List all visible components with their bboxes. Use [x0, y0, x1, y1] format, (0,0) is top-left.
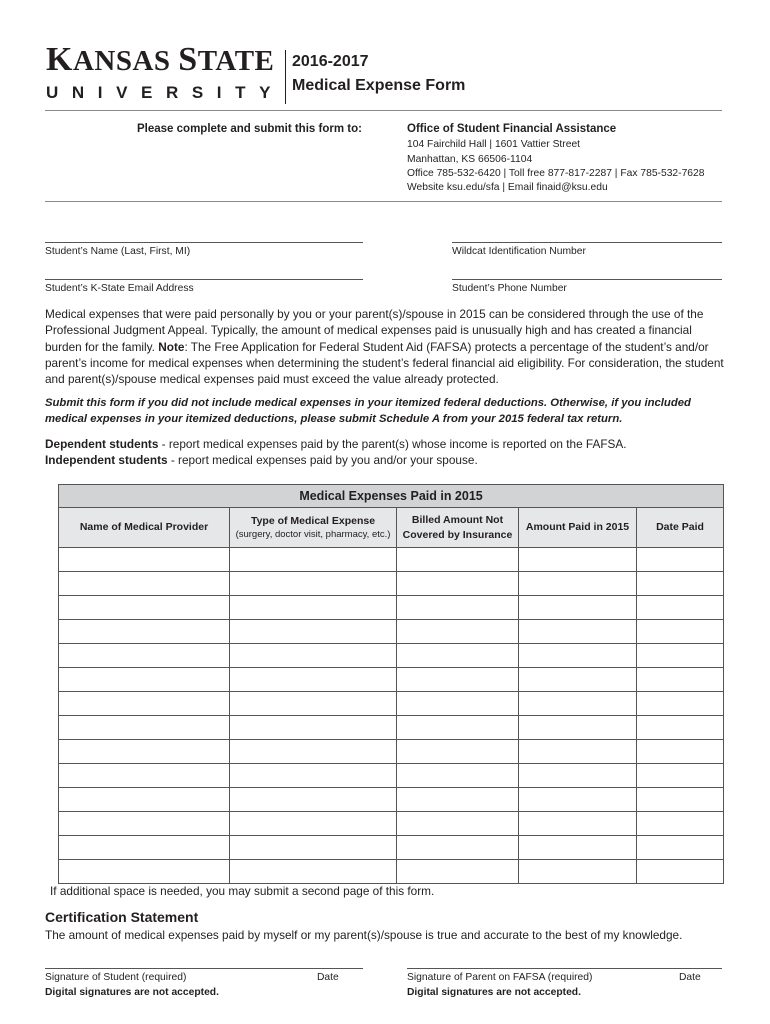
- billed-cell[interactable]: [397, 812, 519, 836]
- type-cell[interactable]: [230, 740, 397, 764]
- email-label: Student’s K-State Email Address: [45, 283, 194, 294]
- date-cell[interactable]: [637, 716, 724, 740]
- table-row: [59, 716, 724, 740]
- provider-cell[interactable]: [59, 644, 230, 668]
- phone-label: Student’s Phone Number: [452, 283, 567, 294]
- paid-cell[interactable]: [519, 812, 637, 836]
- certification-title: Certification Statement: [45, 909, 199, 925]
- billed-cell[interactable]: [397, 548, 519, 572]
- student-name-label: Student’s Name (Last, First, MI): [45, 246, 191, 257]
- certification-text: The amount of medical expenses paid by myself or my parent(s)/spouse is true and accurate to the best of my knowledge.: [45, 928, 683, 942]
- table-row: [59, 596, 724, 620]
- paid-cell[interactable]: [519, 596, 637, 620]
- date-cell[interactable]: [637, 620, 724, 644]
- wildcat-id-field[interactable]: [452, 242, 722, 243]
- paid-cell[interactable]: [519, 788, 637, 812]
- type-cell[interactable]: [230, 836, 397, 860]
- date-cell[interactable]: [637, 572, 724, 596]
- student-signature-field[interactable]: [45, 968, 363, 969]
- medical-expenses-table: [58, 484, 724, 884]
- header-rule: [45, 110, 722, 111]
- table-row: [59, 644, 724, 668]
- office-web-line: Website ksu.edu/sfa | Email finaid@ksu.edu: [407, 182, 608, 193]
- provider-cell[interactable]: [59, 812, 230, 836]
- provider-cell[interactable]: [59, 716, 230, 740]
- email-field[interactable]: [45, 279, 363, 280]
- parent-signature-label: Signature of Parent on FAFSA (required): [407, 972, 593, 983]
- table-row: [59, 548, 724, 572]
- type-cell[interactable]: [230, 596, 397, 620]
- type-cell[interactable]: [230, 572, 397, 596]
- provider-cell[interactable]: [59, 668, 230, 692]
- provider-cell[interactable]: [59, 740, 230, 764]
- paid-cell[interactable]: [519, 692, 637, 716]
- paid-cell[interactable]: [519, 548, 637, 572]
- table-row: [59, 764, 724, 788]
- office-rule: [45, 201, 722, 202]
- col-header-date: Date Paid: [637, 508, 724, 548]
- date-cell[interactable]: [637, 836, 724, 860]
- type-cell[interactable]: [230, 812, 397, 836]
- office-address-line1: 104 Fairchild Hall | 1601 Vattier Street: [407, 139, 581, 150]
- table-row: [59, 572, 724, 596]
- paid-cell[interactable]: [519, 716, 637, 740]
- col-header-paid: Amount Paid in 2015: [519, 508, 637, 548]
- billed-cell[interactable]: [397, 668, 519, 692]
- paid-cell[interactable]: [519, 620, 637, 644]
- billed-cell[interactable]: [397, 596, 519, 620]
- table-title: Medical Expenses Paid in 2015: [59, 485, 724, 508]
- table-row: [59, 860, 724, 884]
- type-cell[interactable]: [230, 644, 397, 668]
- parent-signature-field[interactable]: [407, 968, 722, 969]
- phone-field[interactable]: [452, 279, 722, 280]
- table-row: [59, 740, 724, 764]
- parent-digital-note: Digital signatures are not accepted.: [407, 987, 581, 998]
- parent-date-label: Date: [679, 972, 701, 983]
- wildcat-id-label: Wildcat Identification Number: [452, 246, 586, 257]
- type-cell[interactable]: [230, 860, 397, 884]
- type-cell[interactable]: [230, 668, 397, 692]
- provider-cell[interactable]: [59, 572, 230, 596]
- intro-paragraph: Medical expenses that were paid personally by you or your parent(s)/spouse in 2015 can be considered through the use of the Professional Judgment Appeal. Typically, the amount of medical expenses paid is unusually high and has created a financial burden for the family. Note: The Free Application for Federal Student Aid (FAFSA) protects a percentage of the student’s and/or parent’s income for medical expenses when determining the student’s federal financial aid eligibility. For consideration, the student and parent(s)/spouse medical expenses paid must exceed the value already protected.: [45, 307, 724, 387]
- billed-cell[interactable]: [397, 572, 519, 596]
- office-address-line2: Manhattan, KS 66506-1104: [407, 154, 533, 165]
- submit-instruction: Please complete and submit this form to:: [137, 123, 362, 135]
- paid-cell[interactable]: [519, 740, 637, 764]
- provider-cell[interactable]: [59, 836, 230, 860]
- student-digital-note: Digital signatures are not accepted.: [45, 987, 219, 998]
- date-cell[interactable]: [637, 812, 724, 836]
- student-signature-label: Signature of Student (required): [45, 972, 187, 983]
- paid-cell[interactable]: [519, 668, 637, 692]
- table-row: [59, 788, 724, 812]
- independent-instruction: Independent students - report medical expenses paid by you and/or your spouse.: [45, 453, 478, 467]
- table-row: [59, 620, 724, 644]
- date-cell[interactable]: [637, 668, 724, 692]
- billed-cell[interactable]: [397, 644, 519, 668]
- university-logo-subline: UNIVERSITY: [46, 83, 285, 102]
- billed-cell[interactable]: [397, 620, 519, 644]
- date-cell[interactable]: [637, 548, 724, 572]
- table-row: [59, 692, 724, 716]
- provider-cell[interactable]: [59, 548, 230, 572]
- type-cell[interactable]: [230, 788, 397, 812]
- date-cell[interactable]: [637, 596, 724, 620]
- additional-space-note: If additional space is needed, you may submit a second page of this form.: [50, 884, 435, 898]
- date-cell[interactable]: [637, 860, 724, 884]
- table-row: [59, 812, 724, 836]
- billed-cell[interactable]: [397, 860, 519, 884]
- paid-cell[interactable]: [519, 764, 637, 788]
- type-cell[interactable]: [230, 620, 397, 644]
- date-cell[interactable]: [637, 764, 724, 788]
- col-header-type: Type of Medical Expense (surgery, doctor visit, pharmacy, etc.): [230, 508, 397, 548]
- billed-cell[interactable]: [397, 716, 519, 740]
- provider-cell[interactable]: [59, 620, 230, 644]
- university-logo-wordmark: KANSAS STATE: [46, 41, 275, 78]
- table-row: [59, 836, 724, 860]
- logo-divider: [285, 50, 286, 104]
- dependent-instruction: Dependent students - report medical expenses paid by the parent(s) whose income is reported on the FAFSA.: [45, 437, 627, 451]
- billed-cell[interactable]: [397, 764, 519, 788]
- billed-cell[interactable]: [397, 836, 519, 860]
- provider-cell[interactable]: [59, 692, 230, 716]
- col-header-billed: Billed Amount Not Covered by Insurance: [397, 508, 519, 548]
- col-header-provider: Name of Medical Provider: [59, 508, 230, 548]
- paid-cell[interactable]: [519, 860, 637, 884]
- billed-cell[interactable]: [397, 740, 519, 764]
- date-cell[interactable]: [637, 740, 724, 764]
- provider-cell[interactable]: [59, 788, 230, 812]
- paid-cell[interactable]: [519, 572, 637, 596]
- form-title: Medical Expense Form: [292, 77, 466, 94]
- type-cell[interactable]: [230, 764, 397, 788]
- date-cell[interactable]: [637, 788, 724, 812]
- form-year: 2016-2017: [292, 53, 369, 70]
- date-cell[interactable]: [637, 692, 724, 716]
- provider-cell[interactable]: [59, 764, 230, 788]
- paid-cell[interactable]: [519, 836, 637, 860]
- student-date-label: Date: [317, 972, 339, 983]
- paid-cell[interactable]: [519, 644, 637, 668]
- type-cell[interactable]: [230, 692, 397, 716]
- billed-cell[interactable]: [397, 692, 519, 716]
- provider-cell[interactable]: [59, 860, 230, 884]
- type-cell[interactable]: [230, 716, 397, 740]
- student-name-field[interactable]: [45, 242, 363, 243]
- office-contact-line: Office 785-532-6420 | Toll free 877-817-2287 | Fax 785-532-7628: [407, 168, 705, 179]
- office-name: Office of Student Financial Assistance: [407, 123, 617, 135]
- provider-cell[interactable]: [59, 596, 230, 620]
- itemized-deductions-note: Submit this form if you did not include medical expenses in your itemized federal deductions. Otherwise, if you included medical expenses in your itemized deductions, please submit Schedule A from your 2015 federal tax return.: [45, 397, 691, 426]
- billed-cell[interactable]: [397, 788, 519, 812]
- type-cell[interactable]: [230, 548, 397, 572]
- date-cell[interactable]: [637, 644, 724, 668]
- table-row: [59, 668, 724, 692]
